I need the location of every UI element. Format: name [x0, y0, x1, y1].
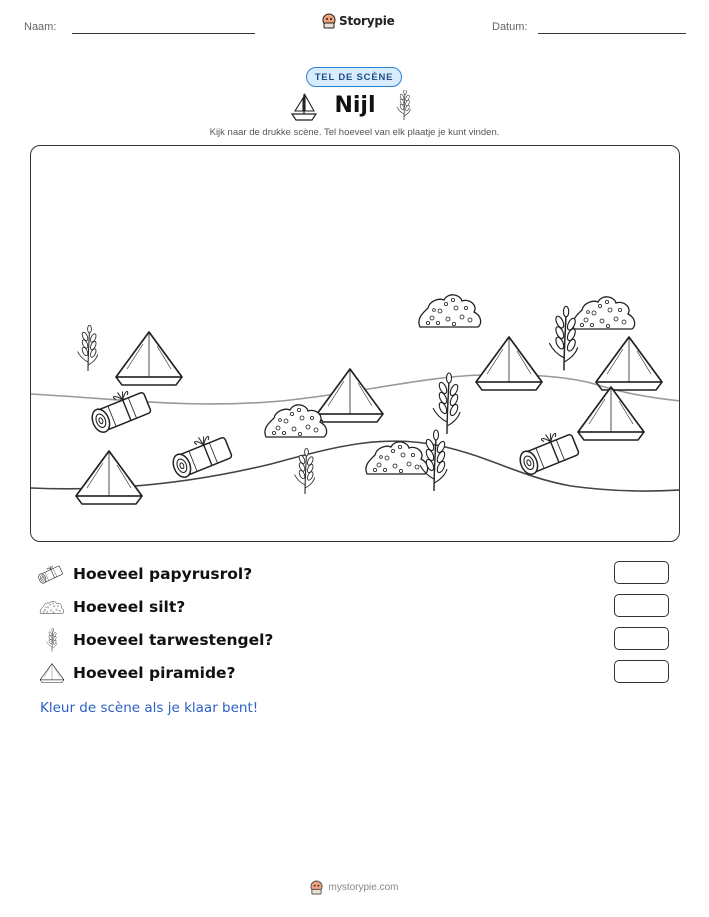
pyramid-1: [116, 332, 182, 385]
wheat-icon: [38, 626, 66, 654]
coloring-instruction: Kleur de scène als je klaar bent!: [40, 700, 259, 716]
wheat-3: [433, 373, 460, 434]
date-field[interactable]: [538, 33, 686, 34]
question-pyramid: [38, 659, 678, 687]
question-text: Hoeveel papyrusrol?: [73, 565, 253, 583]
wheat-1: [78, 325, 98, 371]
silt-1: [419, 295, 481, 327]
question-silt: [38, 593, 678, 621]
name-label: Naam:: [24, 21, 57, 33]
wheat-2: [549, 306, 577, 370]
storypie-mascot-icon: [322, 13, 336, 29]
page-title: Nijl: [334, 93, 376, 118]
nile-scene: [31, 146, 680, 542]
question-text: Hoeveel piramide?: [73, 664, 236, 682]
papyrus-scroll-1: [86, 383, 152, 434]
pyramid-icon: [38, 659, 66, 687]
pyramid-4: [596, 337, 662, 390]
silt-icon: [38, 593, 66, 621]
papyrus-scroll-3: [514, 425, 580, 476]
scroll-icon: [38, 560, 66, 588]
date-label: Datum:: [492, 21, 528, 33]
name-field[interactable]: [72, 33, 255, 34]
answer-box-papyrus[interactable]: [614, 561, 669, 584]
answer-box-wheat[interactable]: [614, 627, 669, 650]
question-text: Hoeveel silt?: [73, 598, 186, 616]
wheat-icon: [394, 90, 414, 122]
silt-3: [265, 405, 327, 437]
brand-logo: [322, 13, 395, 29]
question-wheat: [38, 626, 678, 654]
question-papyrus: [38, 560, 678, 588]
answer-box-silt[interactable]: [614, 594, 669, 617]
instructions-text: Kijk naar de drukke scène. Tel hoeveel van elk plaatje je kunt vinden.: [209, 127, 500, 138]
question-text: Hoeveel tarwestengel?: [73, 631, 274, 649]
answer-box-pyramid[interactable]: [614, 660, 669, 683]
silt-4: [366, 442, 428, 474]
sailboat-icon: [290, 92, 318, 122]
storypie-mascot-icon: [310, 880, 323, 895]
scene-panel: [30, 145, 680, 542]
footer-url[interactable]: mystorypie.com: [328, 882, 399, 893]
silt-2: [573, 297, 635, 329]
pyramid-6: [76, 451, 142, 504]
brand-name: Storypie: [339, 14, 395, 28]
activity-badge: TEL DE SCÈNE: [306, 67, 402, 87]
footer: [0, 880, 709, 895]
papyrus-scroll-2: [167, 428, 233, 479]
pyramid-3: [476, 337, 542, 390]
